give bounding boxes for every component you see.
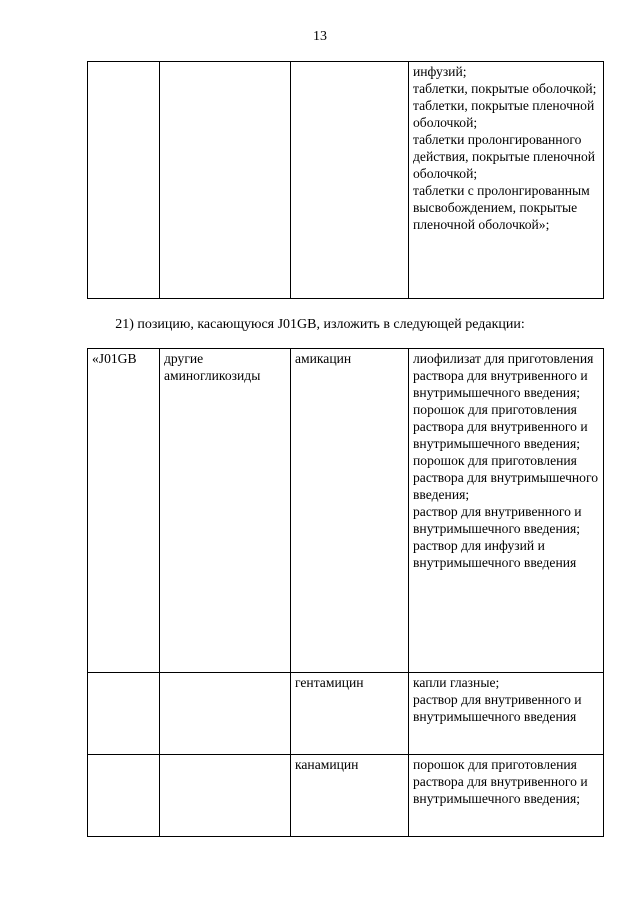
dosage-form: порошок для приготовления раствора для внутримышечного введения;	[413, 453, 599, 502]
table-row	[88, 755, 604, 837]
drug-table-continued	[87, 61, 604, 299]
dosage-form: порошок для приготовления раствора для внутривенного и внутримышечного введения;	[413, 757, 588, 806]
drug-group-cell	[160, 673, 291, 755]
dosage-form: порошок для приготовления раствора для внутривенного и внутримышечного введения;	[413, 402, 588, 451]
page-number: 13	[313, 29, 327, 44]
drug-name-cell: канамицин	[291, 755, 409, 837]
atc-code-cell: «J01GB	[88, 349, 160, 673]
atc-code-cell	[88, 62, 160, 299]
drug-group-cell	[160, 62, 291, 299]
table-row	[88, 62, 604, 299]
drug-name-cell: гентамицин	[291, 673, 409, 755]
dosage-form: раствор для внутривенного и внутримышечного введения;	[413, 504, 582, 536]
drug-group-cell	[160, 755, 291, 837]
dosage-form: капли глазные;	[413, 675, 500, 690]
dosage-form: лиофилизат для приготовления раствора для внутривенного и внутримышечного введения;	[413, 351, 594, 400]
dosage-forms-cell	[409, 62, 604, 299]
drug-name-cell	[291, 62, 409, 299]
drug-name-cell: амикацин	[291, 349, 409, 673]
dosage-form: таблетки, покрытые пленочной оболочкой;	[413, 98, 595, 130]
drug-group-cell: другие аминогликозиды	[160, 349, 291, 673]
dosage-forms-cell	[409, 673, 604, 755]
atc-code-cell	[88, 673, 160, 755]
atc-code-cell	[88, 755, 160, 837]
dosage-form: инфузий;	[413, 64, 467, 79]
table-row	[88, 673, 604, 755]
dosage-form: раствор для внутривенного и внутримышечного введения	[413, 692, 582, 724]
dosage-forms-cell	[409, 755, 604, 837]
drug-table-new	[87, 348, 604, 837]
dosage-forms-cell	[409, 349, 604, 673]
amendment-instruction: 21) позицию, касающуюся J01GB, изложить в следующей редакции:	[115, 317, 525, 332]
table-row	[88, 349, 604, 673]
dosage-form: таблетки с пролонгированным высвобождением, покрытые пленочной оболочкой»;	[413, 183, 590, 232]
dosage-form: раствор для инфузий и внутримышечного введения	[413, 538, 577, 570]
dosage-form: таблетки пролонгированного действия, покрытые пленочной оболочкой;	[413, 132, 596, 181]
dosage-form: таблетки, покрытые оболочкой;	[413, 81, 597, 96]
